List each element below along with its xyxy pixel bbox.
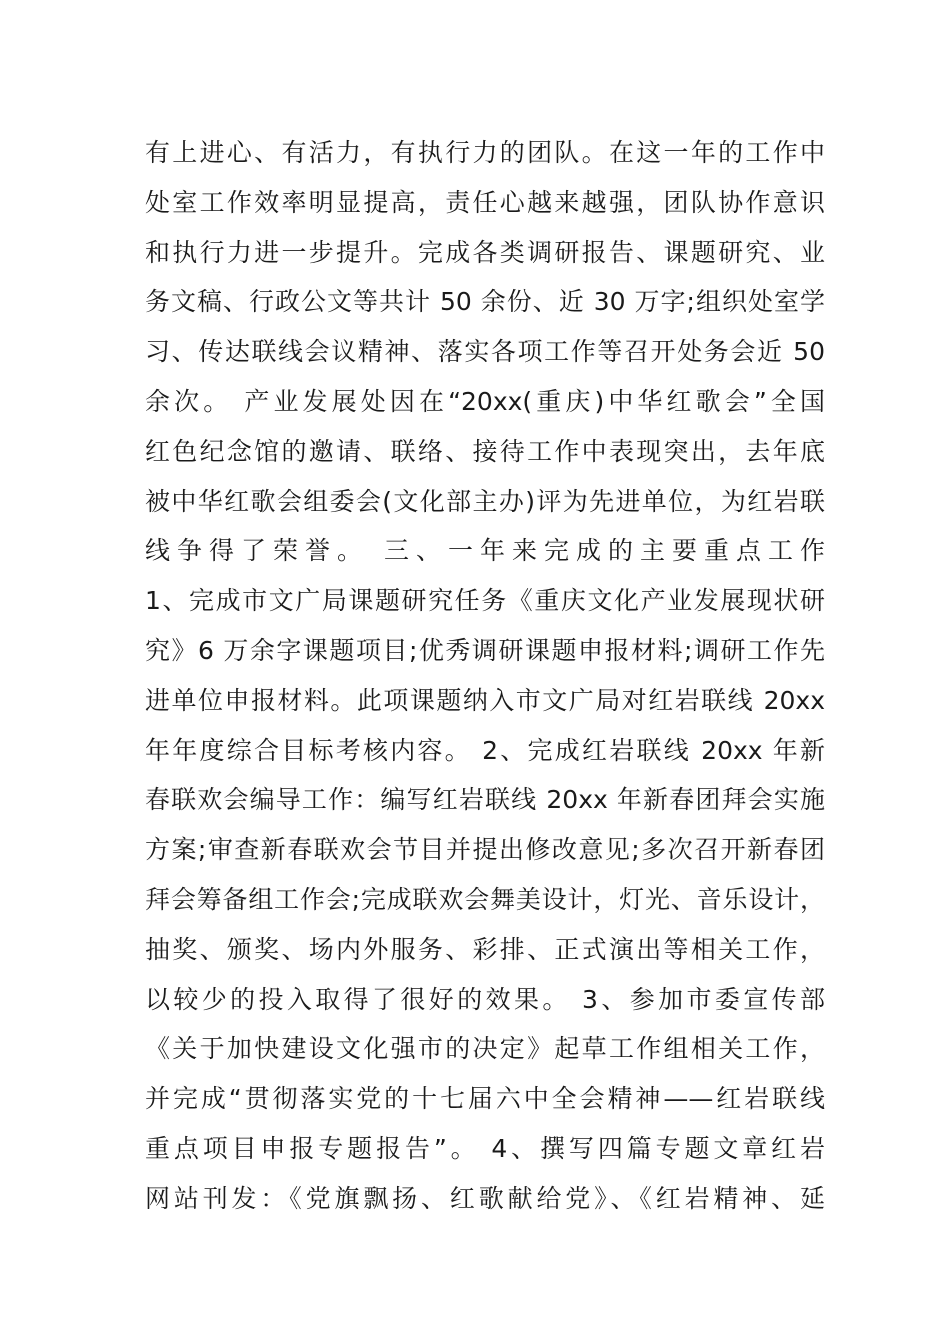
text-line: 重点项目申报专题报告”。 4、撰写四篇专题文章红岩	[145, 1133, 825, 1163]
text-line: 被中华红歌会组委会(文化部主办)评为先进单位，为红岩联	[145, 486, 825, 516]
text-line: 方案;审查新春联欢会节目并提出修改意见;多次召开新春团	[145, 835, 825, 865]
text-line: 余次。 产业发展处因在“20xx(重庆)中华红歌会”全国	[145, 386, 825, 416]
text-line: 春联欢会编导工作：编写红岩联线 20xx 年新春团拜会实施	[145, 785, 825, 815]
text-line: 进单位申报材料。此项课题纳入市文广局对红岩联线 20xx	[145, 685, 825, 715]
text-line: 习、传达联线会议精神、落实各项工作等召开处务会近 50	[145, 337, 825, 367]
body-text	[145, 128, 825, 1224]
text-line: 以较少的投入取得了很好的效果。 3、参加市委宣传部	[145, 984, 825, 1014]
text-line: 有上进心、有活力，有执行力的团队。在这一年的工作中	[145, 138, 825, 167]
text-line: 务文稿、行政公文等共计 50 余份、近 30 万字;组织处室学	[145, 287, 825, 317]
text-line: 1、完成市文广局课题研究任务《重庆文化产业发展现状研	[145, 586, 825, 616]
text-line: 和执行力进一步提升。完成各类调研报告、课题研究、业	[145, 237, 825, 267]
text-line: 究》6 万余字课题项目;优秀调研课题申报材料;调研工作先	[145, 635, 825, 665]
text-line: 抽奖、颁奖、场内外服务、彩排、正式演出等相关工作，	[145, 934, 825, 964]
text-line: 拜会筹备组工作会;完成联欢会舞美设计，灯光、音乐设计，	[145, 884, 825, 914]
text-line: 红色纪念馆的邀请、联络、接待工作中表现突出，去年底	[145, 436, 825, 466]
text-line: 并完成“贯彻落实党的十七届六中全会精神——红岩联线	[145, 1084, 825, 1114]
text-line: 线争得了荣誉。 三、一年来完成的主要重点工作	[145, 536, 825, 566]
text-line: 处室工作效率明显提高，责任心越来越强，团队协作意识	[145, 187, 825, 217]
text-line: 网站刊发：《党旗飘扬、红歌献给党》、《红岩精神、延	[145, 1183, 825, 1213]
text-line: 年年度综合目标考核内容。 2、完成红岩联线 20xx 年新	[145, 735, 825, 765]
text-line: 《关于加快建设文化强市的决定》起草工作组相关工作，	[145, 1034, 825, 1064]
